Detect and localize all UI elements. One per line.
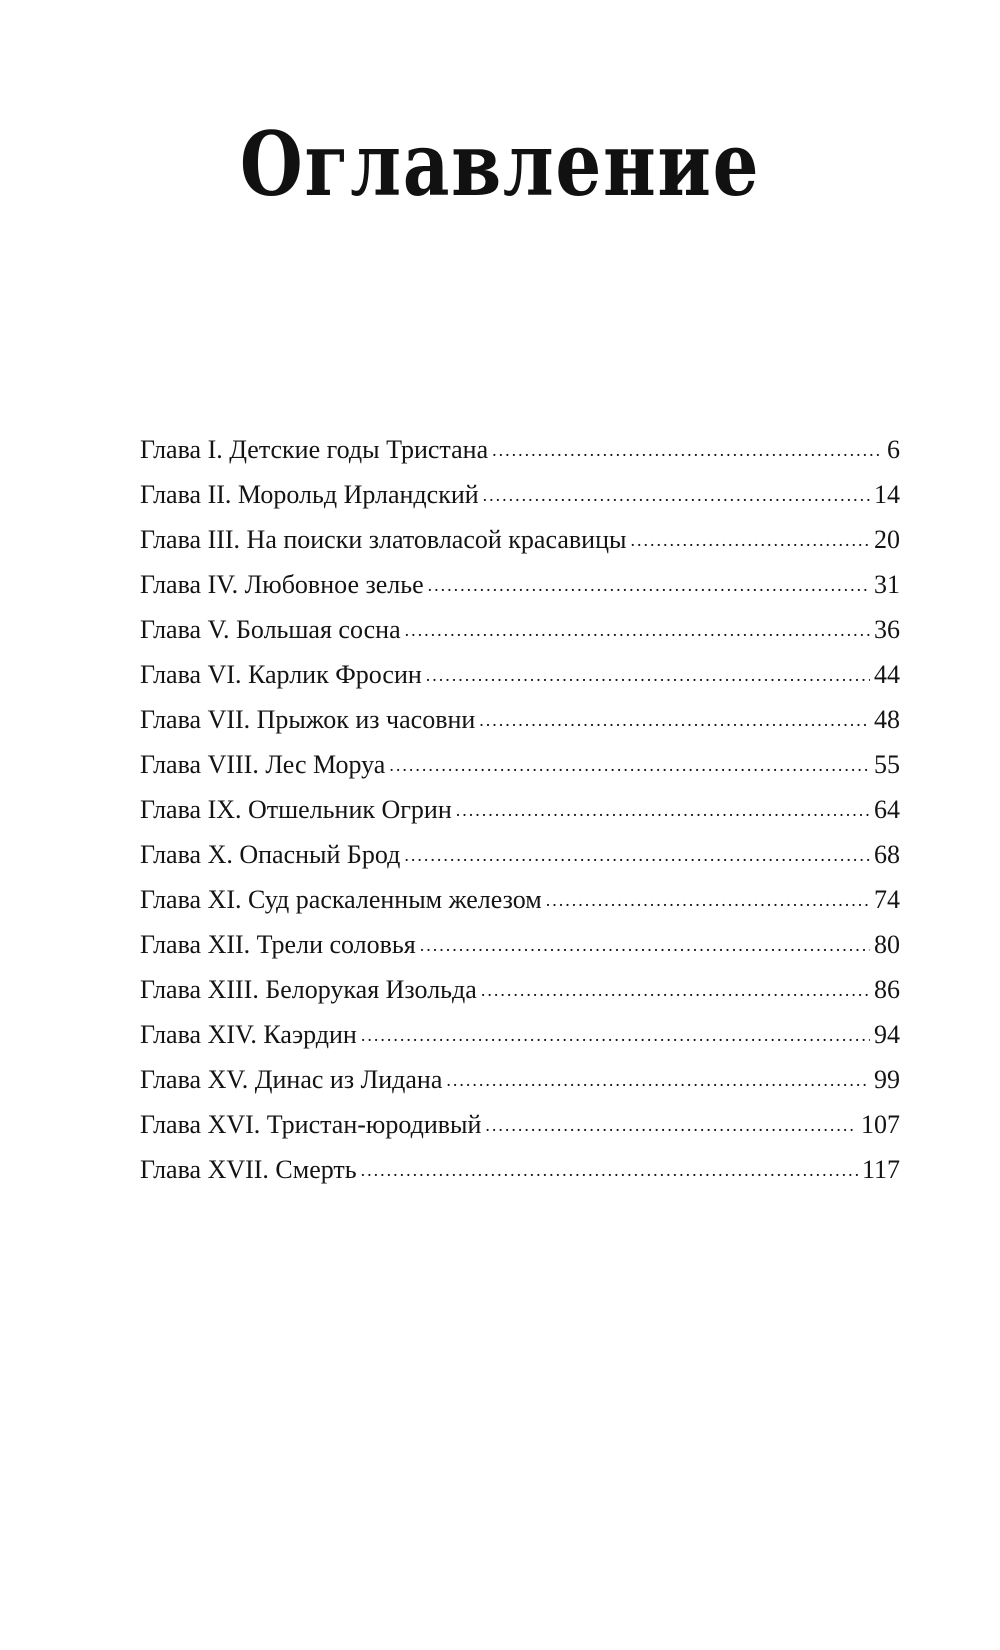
toc-entry-title: Глава XI. Суд раскаленным железом <box>140 885 542 914</box>
toc-entry-page: 64 <box>874 795 900 824</box>
toc-entry <box>140 482 900 527</box>
toc-entry-page: 117 <box>861 1155 900 1184</box>
dot-leader <box>446 1071 870 1089</box>
toc-entry-title: Глава XV. Динас из Лидана <box>140 1065 443 1094</box>
toc-entry-title: Глава VI. Карлик Фросин <box>140 660 422 689</box>
toc-entry <box>140 752 900 797</box>
toc-entry-page: 55 <box>874 750 900 779</box>
toc-entry-page: 36 <box>874 615 900 644</box>
toc-entry-page: 20 <box>874 525 900 554</box>
dot-leader <box>426 666 870 684</box>
toc-entry-title: Глава X. Опасный Брод <box>140 840 401 869</box>
toc-entry-page: 44 <box>874 660 900 689</box>
toc-entry-title: Глава XVII. Смерть <box>140 1155 357 1184</box>
toc-entry-page: 6 <box>887 435 900 464</box>
toc-entry-title: Глава IX. Отшельник Огрин <box>140 795 452 824</box>
toc-entry <box>140 572 900 617</box>
toc-entry-title: Глава VIII. Лес Моруа <box>140 750 386 779</box>
toc-entry <box>140 707 900 752</box>
toc-entry-title: Глава XIII. Белорукая Изольда <box>140 975 477 1004</box>
dot-leader <box>361 1161 858 1179</box>
toc-entry <box>140 1112 900 1157</box>
toc-entry <box>140 662 900 707</box>
dot-leader <box>483 486 870 504</box>
toc-entry-title: Глава III. На поиски златовласой красавицы <box>140 525 627 554</box>
toc-entry-title: Глава XII. Трели соловья <box>140 930 416 959</box>
toc-entry <box>140 1022 900 1067</box>
toc-entry-page: 48 <box>874 705 900 734</box>
toc-entry-page: 99 <box>874 1065 900 1094</box>
toc-entry-title: Глава I. Детские годы Тристана <box>140 435 489 464</box>
toc-entry-page: 94 <box>874 1020 900 1049</box>
toc-entry <box>140 617 900 662</box>
toc-entry <box>140 797 900 842</box>
toc-entry-title: Глава XVI. Тристан-юродивый <box>140 1110 482 1139</box>
toc-entry-title: Глава VII. Прыжок из часовни <box>140 705 476 734</box>
toc-entry-title: Глава II. Морольд Ирландский <box>140 480 479 509</box>
dot-leader <box>485 1116 857 1134</box>
toc-entry-page: 107 <box>861 1110 900 1139</box>
toc-entry-page: 14 <box>874 480 900 509</box>
toc-entry-title: Глава IV. Любовное зелье <box>140 570 424 599</box>
toc-entry <box>140 1067 900 1112</box>
dot-leader <box>404 846 870 864</box>
dot-leader <box>420 936 870 954</box>
dot-leader <box>405 621 870 639</box>
toc-entry-page: 86 <box>874 975 900 1004</box>
table-of-contents <box>140 437 900 1202</box>
toc-entry-title: Глава V. Большая сосна <box>140 615 401 644</box>
dot-leader <box>630 531 870 549</box>
toc-entry-title: Глава XIV. Каэрдин <box>140 1020 357 1049</box>
dot-leader <box>492 441 883 459</box>
toc-entry-page: 31 <box>874 570 900 599</box>
page-title: Оглавление <box>239 112 761 216</box>
dot-leader <box>389 756 870 774</box>
dot-leader <box>481 981 870 999</box>
toc-entry-page: 74 <box>874 885 900 914</box>
dot-leader <box>456 801 870 819</box>
toc-entry <box>140 932 900 977</box>
toc-entry-page: 80 <box>874 930 900 959</box>
dot-leader <box>428 576 870 594</box>
dot-leader <box>479 711 870 729</box>
toc-entry <box>140 527 900 572</box>
toc-entry <box>140 887 900 932</box>
dot-leader <box>546 891 870 909</box>
toc-entry <box>140 977 900 1022</box>
toc-entry <box>140 1157 900 1202</box>
toc-entry <box>140 437 900 482</box>
toc-entry <box>140 842 900 887</box>
toc-entry-page: 68 <box>874 840 900 869</box>
dot-leader <box>361 1026 870 1044</box>
